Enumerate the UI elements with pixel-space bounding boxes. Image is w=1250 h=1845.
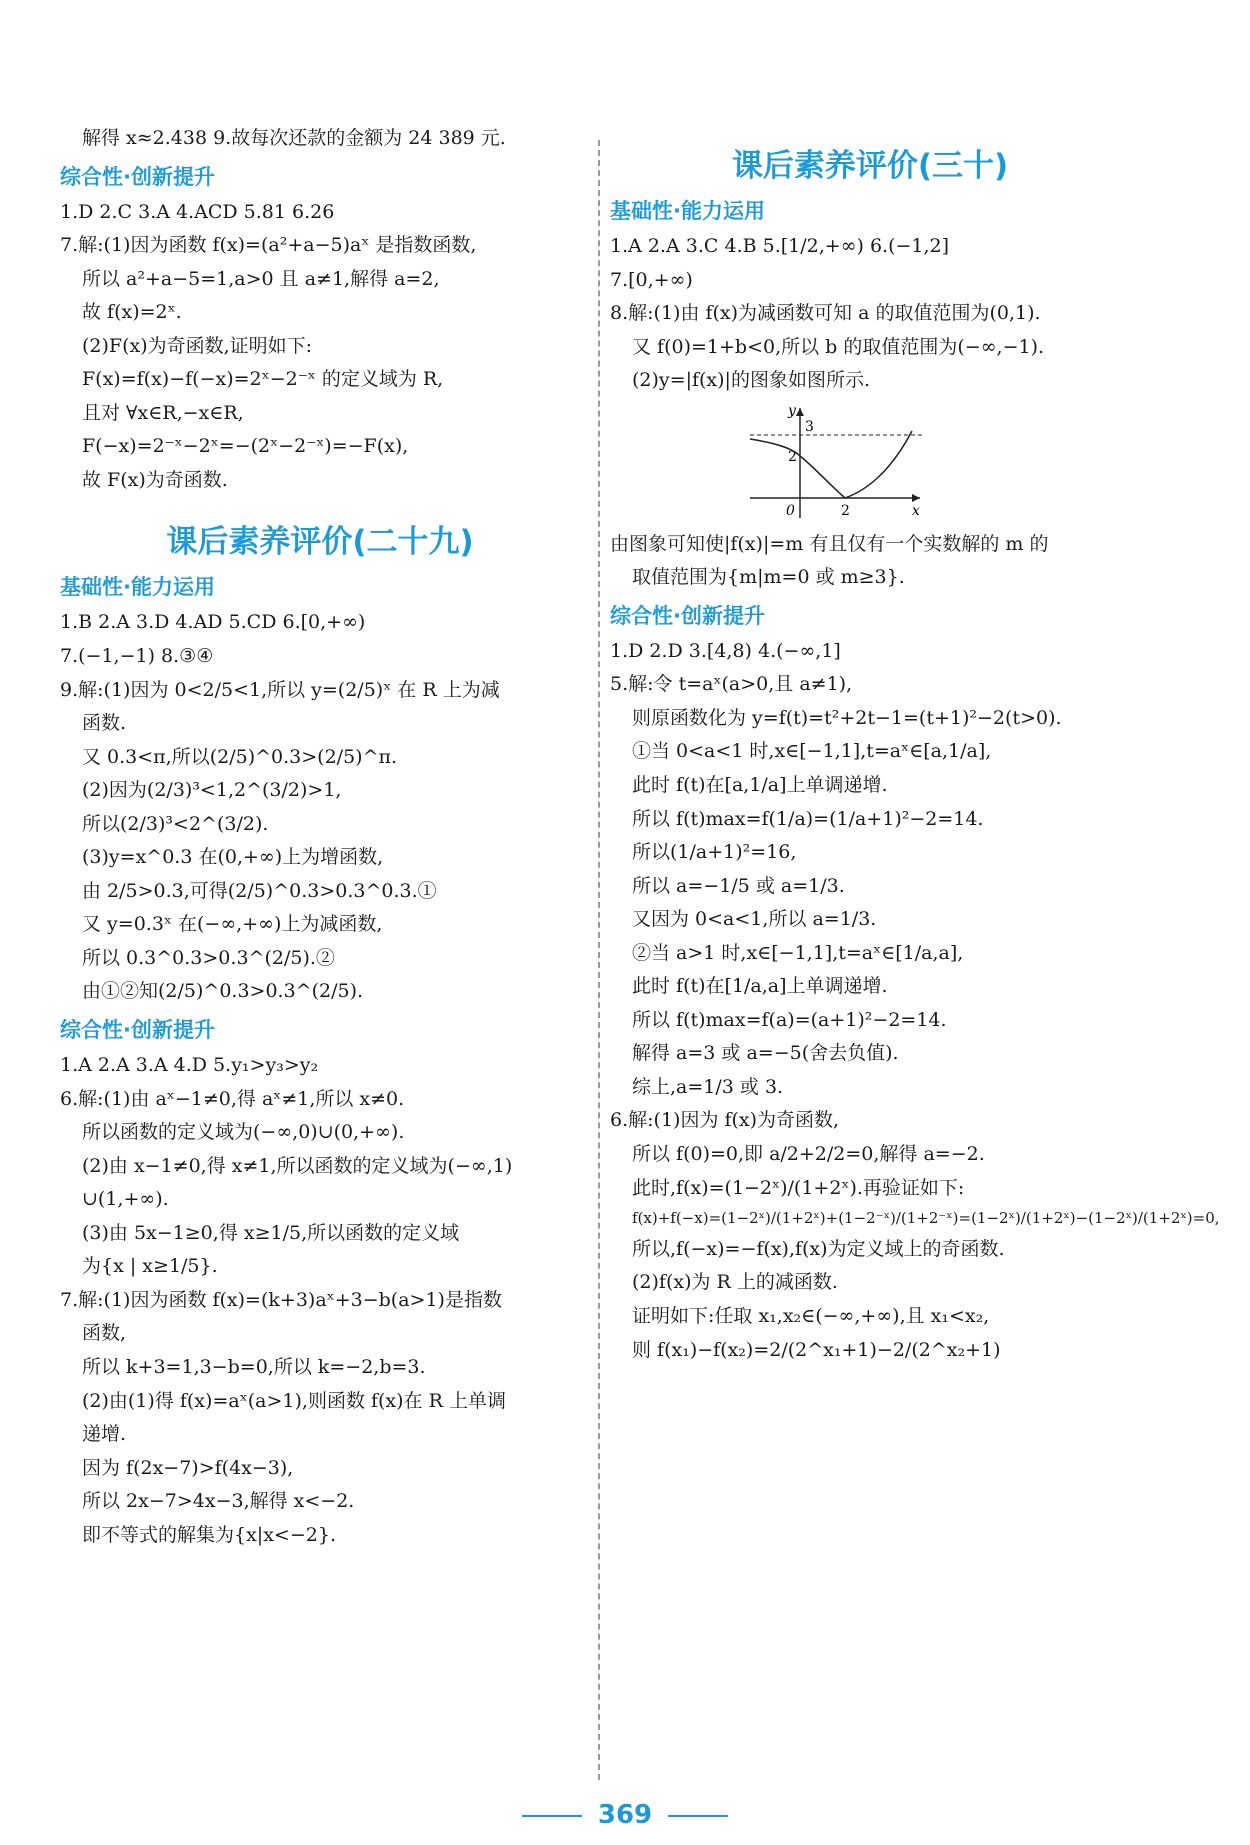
text-line: 递增. <box>82 1423 127 1446</box>
text-line: 所以(2/3)³<2^(3/2). <box>82 812 269 835</box>
text-line: F(x)=f(x)−f(−x)=2ˣ−2⁻ˣ 的定义域为 R, <box>82 368 444 391</box>
answer-line: 1.A 2.A 3.A 4.D 5.y₁>y₃>y₂ <box>60 1054 319 1077</box>
text-line: (2)y=|f(x)|的图象如图所示. <box>632 369 870 392</box>
answer-line: 1.D 2.D 3.[4,8) 4.(−∞,1] <box>610 639 841 662</box>
text-line: 所以 2x−7>4x−3,解得 x<−2. <box>82 1490 355 1513</box>
text-line: 所以 f(0)=0,即 a/2+2/2=0,解得 a=−2. <box>632 1143 985 1166</box>
text-line: (2)f(x)为 R 上的减函数. <box>632 1271 838 1294</box>
text-line: 所以 k+3=1,3−b=0,所以 k=−2,b=3. <box>82 1355 426 1378</box>
text-line: 6.解:(1)因为 f(x)为奇函数, <box>610 1109 840 1132</box>
text-line: 为{x | x≥1/5}. <box>82 1255 218 1278</box>
text-line: 故 F(x)为奇函数. <box>82 468 228 491</box>
left-column <box>60 125 580 1555</box>
text-line: 此时,f(x)=(1−2ˣ)/(1+2ˣ).再验证如下: <box>632 1176 965 1199</box>
text-line: 所以 f(t)max=f(a)=(a+1)²−2=14. <box>632 1008 947 1031</box>
text-line: 6.解:(1)由 aˣ−1≠0,得 aˣ≠1,所以 x≠0. <box>60 1087 405 1110</box>
text-line: 7.解:(1)因为函数 f(x)=(k+3)aˣ+3−b(a>1)是指数 <box>60 1288 502 1311</box>
text-line: 所以 f(t)max=f(1/a)=(1/a+1)²−2=14. <box>632 807 984 830</box>
x-axis-label: x <box>912 502 920 519</box>
text-line: 所以 a=−1/5 或 a=1/3. <box>632 874 845 897</box>
x-axis-arrow <box>912 494 920 502</box>
text-line: ∪(1,+∞). <box>82 1188 169 1211</box>
tick-y3: 3 <box>805 418 814 435</box>
text-line: 且对 ∀x∈R,−x∈R, <box>82 401 244 424</box>
answer-line: 7.(−1,−1) 8.③④ <box>60 645 214 668</box>
text-line: 此时 f(t)在[a,1/a]上单调递增. <box>632 774 888 797</box>
tick-x2: 2 <box>841 502 850 519</box>
text-line: 又 0.3<π,所以(2/5)^0.3>(2/5)^π. <box>82 745 398 768</box>
y-axis-arrow <box>796 408 804 416</box>
chapter-title: 课后素养评价(二十九) <box>166 524 474 561</box>
text-line: 所以 0.3^0.3>0.3^(2/5).② <box>82 946 335 969</box>
text-line: ②当 a>1 时,x∈[−1,1],t=aˣ∈[1/a,a], <box>632 941 964 964</box>
text-line: (2)F(x)为奇函数,证明如下: <box>82 334 313 357</box>
text-line: 由①②知(2/5)^0.3>0.3^(2/5). <box>82 980 364 1003</box>
text-line: 所以函数的定义域为(−∞,0)∪(0,+∞). <box>82 1121 405 1144</box>
tick-y2: 2 <box>788 448 797 465</box>
answer-line: 1.A 2.A 3.C 4.B 5.[1/2,+∞) 6.(−1,2] <box>610 235 950 257</box>
text-line: (2)由 x−1≠0,得 x≠1,所以函数的定义域为(−∞,1) <box>82 1154 513 1177</box>
text-line: 由图象可知使|f(x)|=m 有且仅有一个实数解的 m 的 <box>610 532 1049 555</box>
section-heading: 综合性·创新提升 <box>60 164 215 189</box>
section-heading: 综合性·创新提升 <box>610 603 765 628</box>
answer-line: 1.B 2.A 3.D 4.AD 5.CD 6.[0,+∞) <box>60 611 366 634</box>
text-line: 证明如下:任取 x₁,x₂∈(−∞,+∞),且 x₁<x₂, <box>632 1304 990 1327</box>
text-line: (3)y=x^0.3 在(0,+∞)上为增函数, <box>82 846 384 869</box>
column-divider <box>598 140 600 1780</box>
page-number <box>0 1800 1250 1830</box>
y-axis-label: y <box>788 402 796 419</box>
origin-label: 0 <box>786 502 795 519</box>
chapter-title: 课后素养评价(三十) <box>731 148 1009 184</box>
text-line: 由 2/5>0.3,可得(2/5)^0.3>0.3^0.3.① <box>82 879 437 902</box>
text-line: 又 y=0.3ˣ 在(−∞,+∞)上为减函数, <box>82 913 383 936</box>
text-line: 所以,f(−x)=−f(x),f(x)为定义域上的奇函数. <box>632 1237 1005 1260</box>
text-line: 9.解:(1)因为 0<2/5<1,所以 y=(2/5)ˣ 在 R 上为减 <box>60 678 500 701</box>
text-line: 8.解:(1)由 f(x)为减函数可知 a 的取值范围为(0,1). <box>610 302 1041 325</box>
curve-left <box>750 439 845 498</box>
text-line: ①当 0<a<1 时,x∈[−1,1],t=aˣ∈[a,1/a], <box>632 740 992 763</box>
text-line: 解得 x≈2.438 9.故每次还款的金额为 24 389 元. <box>82 127 506 149</box>
page-number-text: 369 <box>597 1800 653 1830</box>
right-column <box>610 140 1220 1370</box>
text-line: 故 f(x)=2ˣ. <box>82 301 182 324</box>
section-heading: 基础性·能力运用 <box>610 199 765 223</box>
text-line: 因为 f(2x−7)>f(4x−3), <box>82 1456 294 1479</box>
text-line: 5.解:令 t=aˣ(a>0,且 a≠1), <box>610 673 853 696</box>
text-line: 又因为 0<a<1,所以 a=1/3. <box>632 908 877 931</box>
page-number-dash-right <box>668 1815 728 1817</box>
answer-line: 1.D 2.C 3.A 4.ACD 5.81 6.26 <box>60 200 335 223</box>
section-heading: 综合性·创新提升 <box>60 1018 215 1043</box>
text-line: 解得 a=3 或 a=−5(舍去负值). <box>632 1042 899 1065</box>
text-line: (2)由(1)得 f(x)=aˣ(a>1),则函数 f(x)在 R 上单调 <box>82 1389 506 1412</box>
text-line: (3)由 5x−1≥0,得 x≥1/5,所以函数的定义域 <box>82 1221 460 1244</box>
page-number-dash-left <box>522 1815 582 1817</box>
text-line: 则原函数化为 y=f(t)=t²+2t−1=(t+1)²−2(t>0). <box>632 706 1062 729</box>
text-line: 函数. <box>82 712 127 735</box>
text-line: 函数, <box>82 1322 127 1345</box>
text-line: 所以 a²+a−5=1,a>0 且 a≠1,解得 a=2, <box>82 267 440 290</box>
text-line: 又 f(0)=1+b<0,所以 b 的取值范围为(−∞,−1). <box>632 335 1045 358</box>
text-line: 即不等式的解集为{x|x<−2}. <box>82 1523 336 1546</box>
text-line: 7.解:(1)因为函数 f(x)=(a²+a−5)aˣ 是指数函数, <box>60 234 477 257</box>
text-line: 综上,a=1/3 或 3. <box>632 1075 784 1098</box>
text-line: 所以(1/a+1)²=16, <box>632 841 797 864</box>
answer-line: 7.[0,+∞) <box>610 268 693 291</box>
curve-right <box>845 431 912 498</box>
text-line: (2)因为(2/3)³<1,2^(3/2)>1, <box>82 779 342 802</box>
function-graph <box>740 403 930 523</box>
text-line: 则 f(x₁)−f(x₂)=2/(2^x₁+1)−2/(2^x₂+1) <box>632 1338 1001 1361</box>
text-line: 此时 f(t)在[1/a,a]上单调递增. <box>632 975 888 998</box>
text-line: f(x)+f(−x)=(1−2ˣ)/(1+2ˣ)+(1−2⁻ˣ)/(1+2⁻ˣ)=(1−2ˣ)/(1+2ˣ)−(1−2ˣ)/(1+2ˣ)=0, <box>632 1209 1220 1228</box>
section-heading: 基础性·能力运用 <box>60 575 215 600</box>
text-line: F(−x)=2⁻ˣ−2ˣ=−(2ˣ−2⁻ˣ)=−F(x), <box>82 435 409 458</box>
text-line: 取值范围为{m|m=0 或 m≥3}. <box>632 566 905 589</box>
